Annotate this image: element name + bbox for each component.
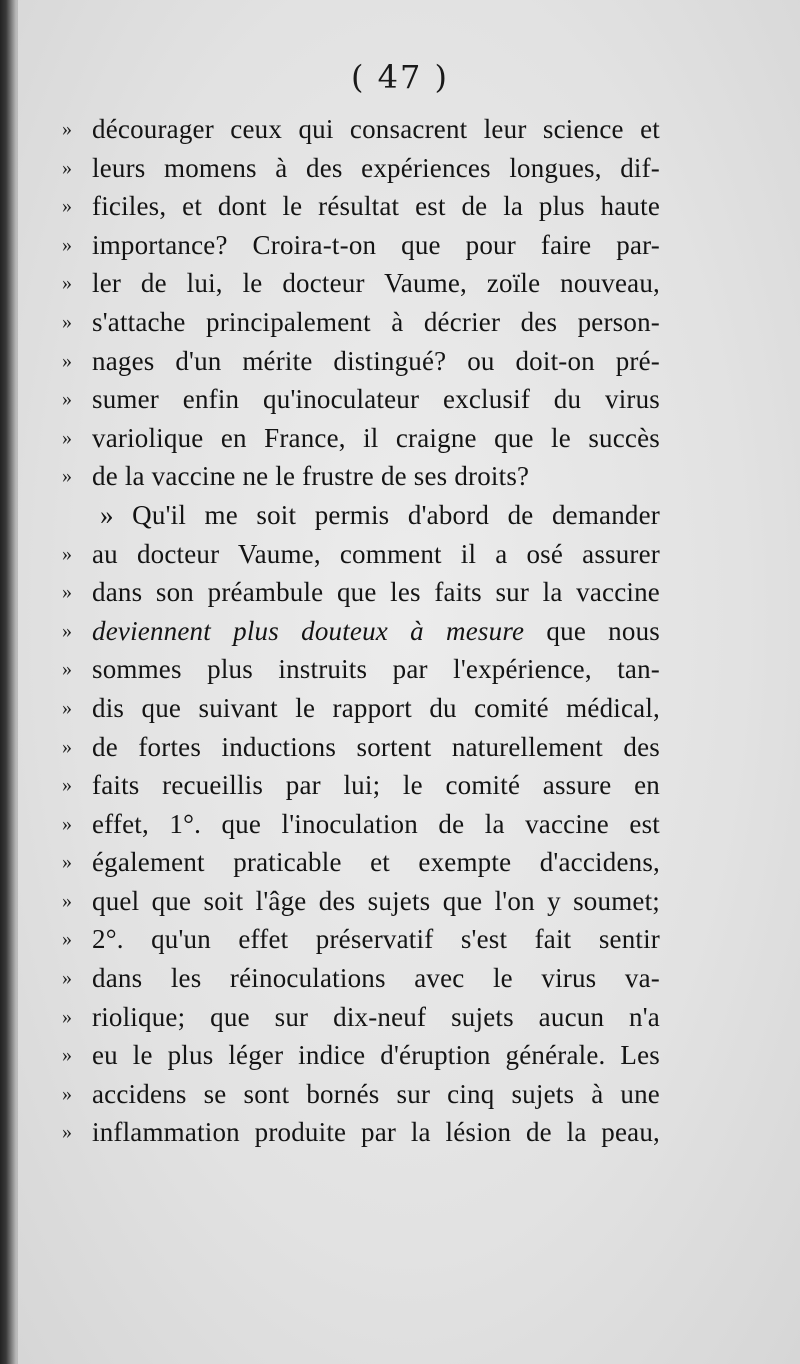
quote-mark: »	[62, 967, 72, 990]
text-line	[62, 843, 662, 882]
line-text: ler de lui, le docteur Vaume, zoïle nouveau,	[92, 268, 660, 299]
line-text: ficiles, et dont le résultat est de la plus haute	[92, 191, 660, 222]
quote-mark: »	[62, 735, 72, 758]
text-line	[62, 766, 662, 805]
quote-mark: »	[62, 1044, 72, 1067]
text-line	[62, 689, 662, 728]
line-text: importance? Croira-t-on que pour faire par-	[92, 229, 660, 260]
quote-mark: »	[62, 774, 72, 797]
quote-mark: »	[62, 156, 72, 179]
quote-mark: »	[62, 195, 72, 218]
line-text: variolique en France, il craigne que le succès	[92, 422, 660, 453]
text-line	[62, 226, 662, 265]
text-line	[62, 920, 662, 959]
line-text: de fortes inductions sortent naturellement des	[92, 731, 660, 762]
line-text-rest: que nous	[524, 615, 660, 646]
text-line	[62, 998, 662, 1037]
line-text: dis que suivant le rapport du comité médical,	[92, 692, 660, 723]
text-line	[62, 187, 662, 226]
quote-mark: »	[62, 272, 72, 295]
quote-mark: »	[62, 233, 72, 256]
text-line	[62, 650, 662, 689]
text-line	[62, 380, 662, 419]
line-text: sommes plus instruits par l'expérience, tan-	[92, 654, 660, 685]
text-line	[62, 573, 662, 612]
quote-mark: »	[62, 851, 72, 874]
line-text: faits recueillis par lui; le comité assure en	[92, 770, 660, 801]
quote-mark: »	[62, 1082, 72, 1105]
line-text: dans les réinoculations avec le virus va-	[92, 963, 660, 994]
line-text: effet, 1°. que l'inoculation de la vaccine est	[92, 808, 660, 839]
text-line	[62, 1075, 662, 1114]
quote-mark: »	[62, 658, 72, 681]
line-text: également praticable et exempte d'accidens,	[92, 847, 660, 878]
text-line	[62, 1113, 662, 1152]
line-text: de la vaccine ne le frustre de ses droits?	[92, 461, 530, 492]
text-line	[62, 535, 662, 574]
quote-mark: »	[62, 1121, 72, 1144]
line-text: quel que soit l'âge des sujets que l'on y soumet;	[92, 885, 660, 916]
quote-mark: »	[62, 542, 72, 565]
line-text: » Qu'il me soit permis d'abord de demander	[100, 499, 660, 530]
quote-mark: »	[62, 310, 72, 333]
text-line	[62, 457, 662, 496]
text-line	[62, 959, 662, 998]
text-line	[62, 882, 662, 921]
line-text: 2°. qu'un effet préservatif s'est fait sentir	[92, 924, 660, 955]
line-text: riolique; que sur dix-neuf sujets aucun n'a	[92, 1001, 660, 1032]
quote-mark: »	[62, 889, 72, 912]
line-text: s'attache principalement à décrier des person-	[92, 306, 660, 337]
quote-mark: »	[62, 928, 72, 951]
line-text: décourager ceux qui consacrent leur science et	[92, 114, 660, 144]
line-text: nages d'un mérite distingué? ou doit-on pré-	[92, 345, 660, 376]
quote-mark: »	[62, 812, 72, 835]
quote-mark: »	[62, 1005, 72, 1028]
text-line	[62, 805, 662, 844]
body-text	[62, 110, 662, 1152]
quote-mark: »	[62, 118, 72, 140]
line-text: dans son préambule que les faits sur la vaccine	[92, 577, 660, 608]
line-text: leurs momens à des expériences longues, dif-	[92, 152, 660, 183]
quote-mark: »	[62, 696, 72, 719]
text-line	[62, 110, 662, 149]
line-text: inflammation produite par la lésion de la peau,	[92, 1117, 660, 1148]
quote-mark: »	[62, 388, 72, 411]
italic-phrase: deviennent plus douteux à mesure	[92, 615, 525, 646]
page-number: ( 47 )	[350, 58, 450, 96]
line-text: sumer enfin qu'inoculateur exclusif du virus	[92, 384, 660, 415]
line-text: accidens se sont bornés sur cinq sujets à une	[92, 1078, 660, 1109]
text-line	[62, 612, 662, 651]
text-line	[62, 342, 662, 381]
line-text: au docteur Vaume, comment il a osé assurer	[92, 538, 660, 569]
text-line	[62, 1036, 662, 1075]
text-line	[62, 728, 662, 767]
text-line	[62, 149, 662, 188]
text-line	[62, 264, 662, 303]
line-text: eu le plus léger indice d'éruption générale. Les	[92, 1040, 660, 1071]
line-text	[92, 612, 660, 651]
text-line	[62, 303, 662, 342]
quote-mark: »	[62, 465, 72, 488]
quote-mark: »	[62, 619, 72, 642]
paragraph-start-line	[62, 496, 662, 535]
quote-mark: »	[62, 349, 72, 372]
quote-mark: »	[62, 426, 72, 449]
text-line	[62, 419, 662, 458]
quote-mark: »	[62, 581, 72, 604]
